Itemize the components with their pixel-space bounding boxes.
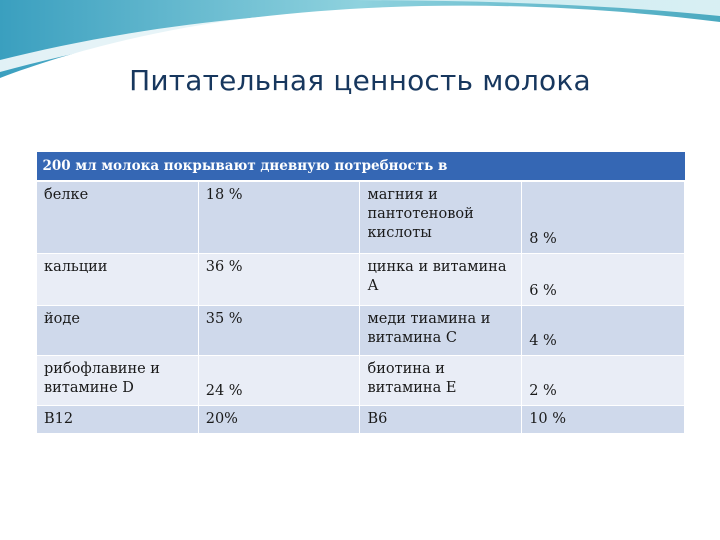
nutrient-percent: 24 % — [198, 355, 360, 405]
table-header-empty — [522, 152, 685, 181]
nutrient-percent: 18 % — [198, 181, 360, 253]
nutrition-table — [36, 152, 685, 434]
nutrient-percent: 6 % — [522, 253, 685, 305]
nutrient-name: магния и пантотеновой кислоты — [360, 181, 522, 253]
table-row — [37, 305, 685, 355]
table-header: 200 мл молока покрывают дневную потребность в — [37, 152, 522, 181]
table-row — [37, 181, 685, 253]
nutrient-percent: 4 % — [522, 305, 685, 355]
nutrient-name: биотина и витамина Е — [360, 355, 522, 405]
nutrient-percent: 8 % — [522, 181, 685, 253]
nutrient-name: цинка и витамина А — [360, 253, 522, 305]
nutrient-percent: 35 % — [198, 305, 360, 355]
nutrient-name: белке — [37, 181, 199, 253]
nutrient-name: B6 — [360, 405, 522, 433]
nutrient-name: меди тиамина и витамина С — [360, 305, 522, 355]
slide-title: Питательная ценность молока — [129, 64, 591, 97]
table-row — [37, 405, 685, 433]
table-row — [37, 355, 685, 405]
nutrient-percent: 20% — [198, 405, 360, 433]
nutrient-name: йоде — [37, 305, 199, 355]
nutrient-percent: 2 % — [522, 355, 685, 405]
nutrient-percent: 10 % — [522, 405, 685, 433]
table-row — [37, 253, 685, 305]
nutrient-name: кальции — [37, 253, 199, 305]
nutrient-name: рибофлавине и витамине D — [37, 355, 199, 405]
nutrient-percent: 36 % — [198, 253, 360, 305]
nutrient-name: B12 — [37, 405, 199, 433]
